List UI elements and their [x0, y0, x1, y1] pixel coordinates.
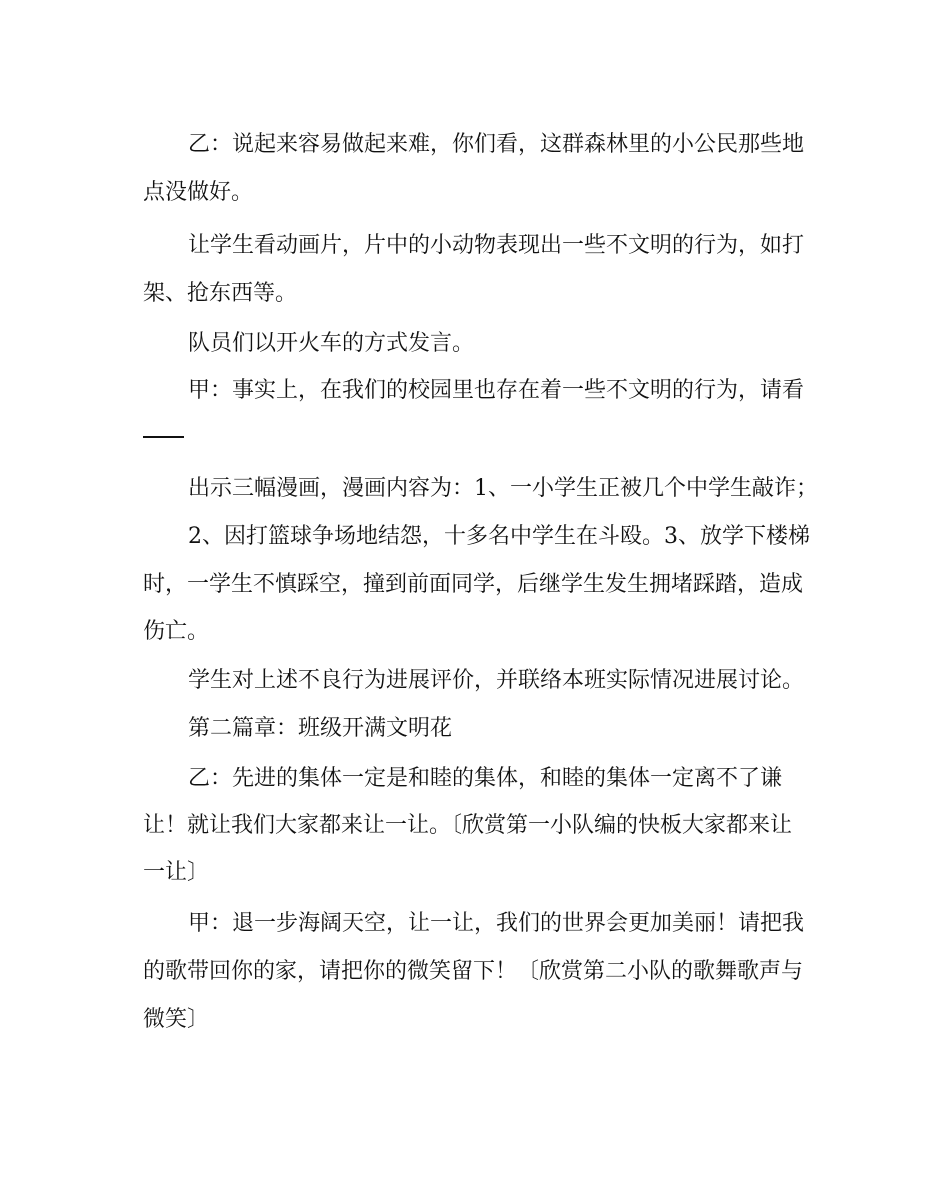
text-line: 让！就让我们大家都来让一让。〔欣赏第一小队编的快板大家都来让 [143, 813, 793, 838]
section-heading: 第二篇章：班级开满文明花 [188, 716, 453, 741]
text-line: 学生对上述不良行为进展评价，并联络本班实际情况进展讨论。 [188, 668, 805, 693]
text-line: 乙：先进的集体一定是和睦的集体，和睦的集体一定离不了谦 [188, 766, 783, 791]
text-line: 伤亡。 [143, 619, 210, 644]
text-line: 一让〕 [143, 860, 210, 885]
text-line: 出示三幅漫画，漫画内容为：1、一小学生正被几个中学生敲诈； [188, 476, 818, 501]
em-dash-line [143, 436, 184, 438]
text-line: 甲：退一步海阔天空，让一让，我们的世界会更加美丽！请把我 [188, 911, 805, 936]
text-line: 乙：说起来容易做起来难，你们看，这群森林里的小公民那些地 [188, 132, 805, 157]
text-line: 甲：事实上，在我们的校园里也存在着一些不文明的行为，请看 [188, 378, 805, 403]
text-line: 架、抢东西等。 [143, 281, 298, 306]
text-line: 队员们以开火车的方式发言。 [188, 331, 475, 356]
text-line: 的歌带回你的家，请把你的微笑留下！〔欣赏第二小队的歌舞歌声与 [143, 959, 804, 984]
text-line: 时，一学生不慎踩空，撞到前面同学，后继学生发生拥堵踩踏，造成 [143, 572, 804, 597]
text-line: 2、因打篮球争场地结怨，十多名中学生在斗殴。3、放学下楼梯 [188, 524, 810, 549]
text-line: 让学生看动画片，片中的小动物表现出一些不文明的行为，如打 [188, 233, 805, 258]
text-line: 点没做好。 [143, 180, 254, 205]
text-line: 微笑〕 [143, 1007, 210, 1032]
em-dash-text [143, 438, 144, 439]
